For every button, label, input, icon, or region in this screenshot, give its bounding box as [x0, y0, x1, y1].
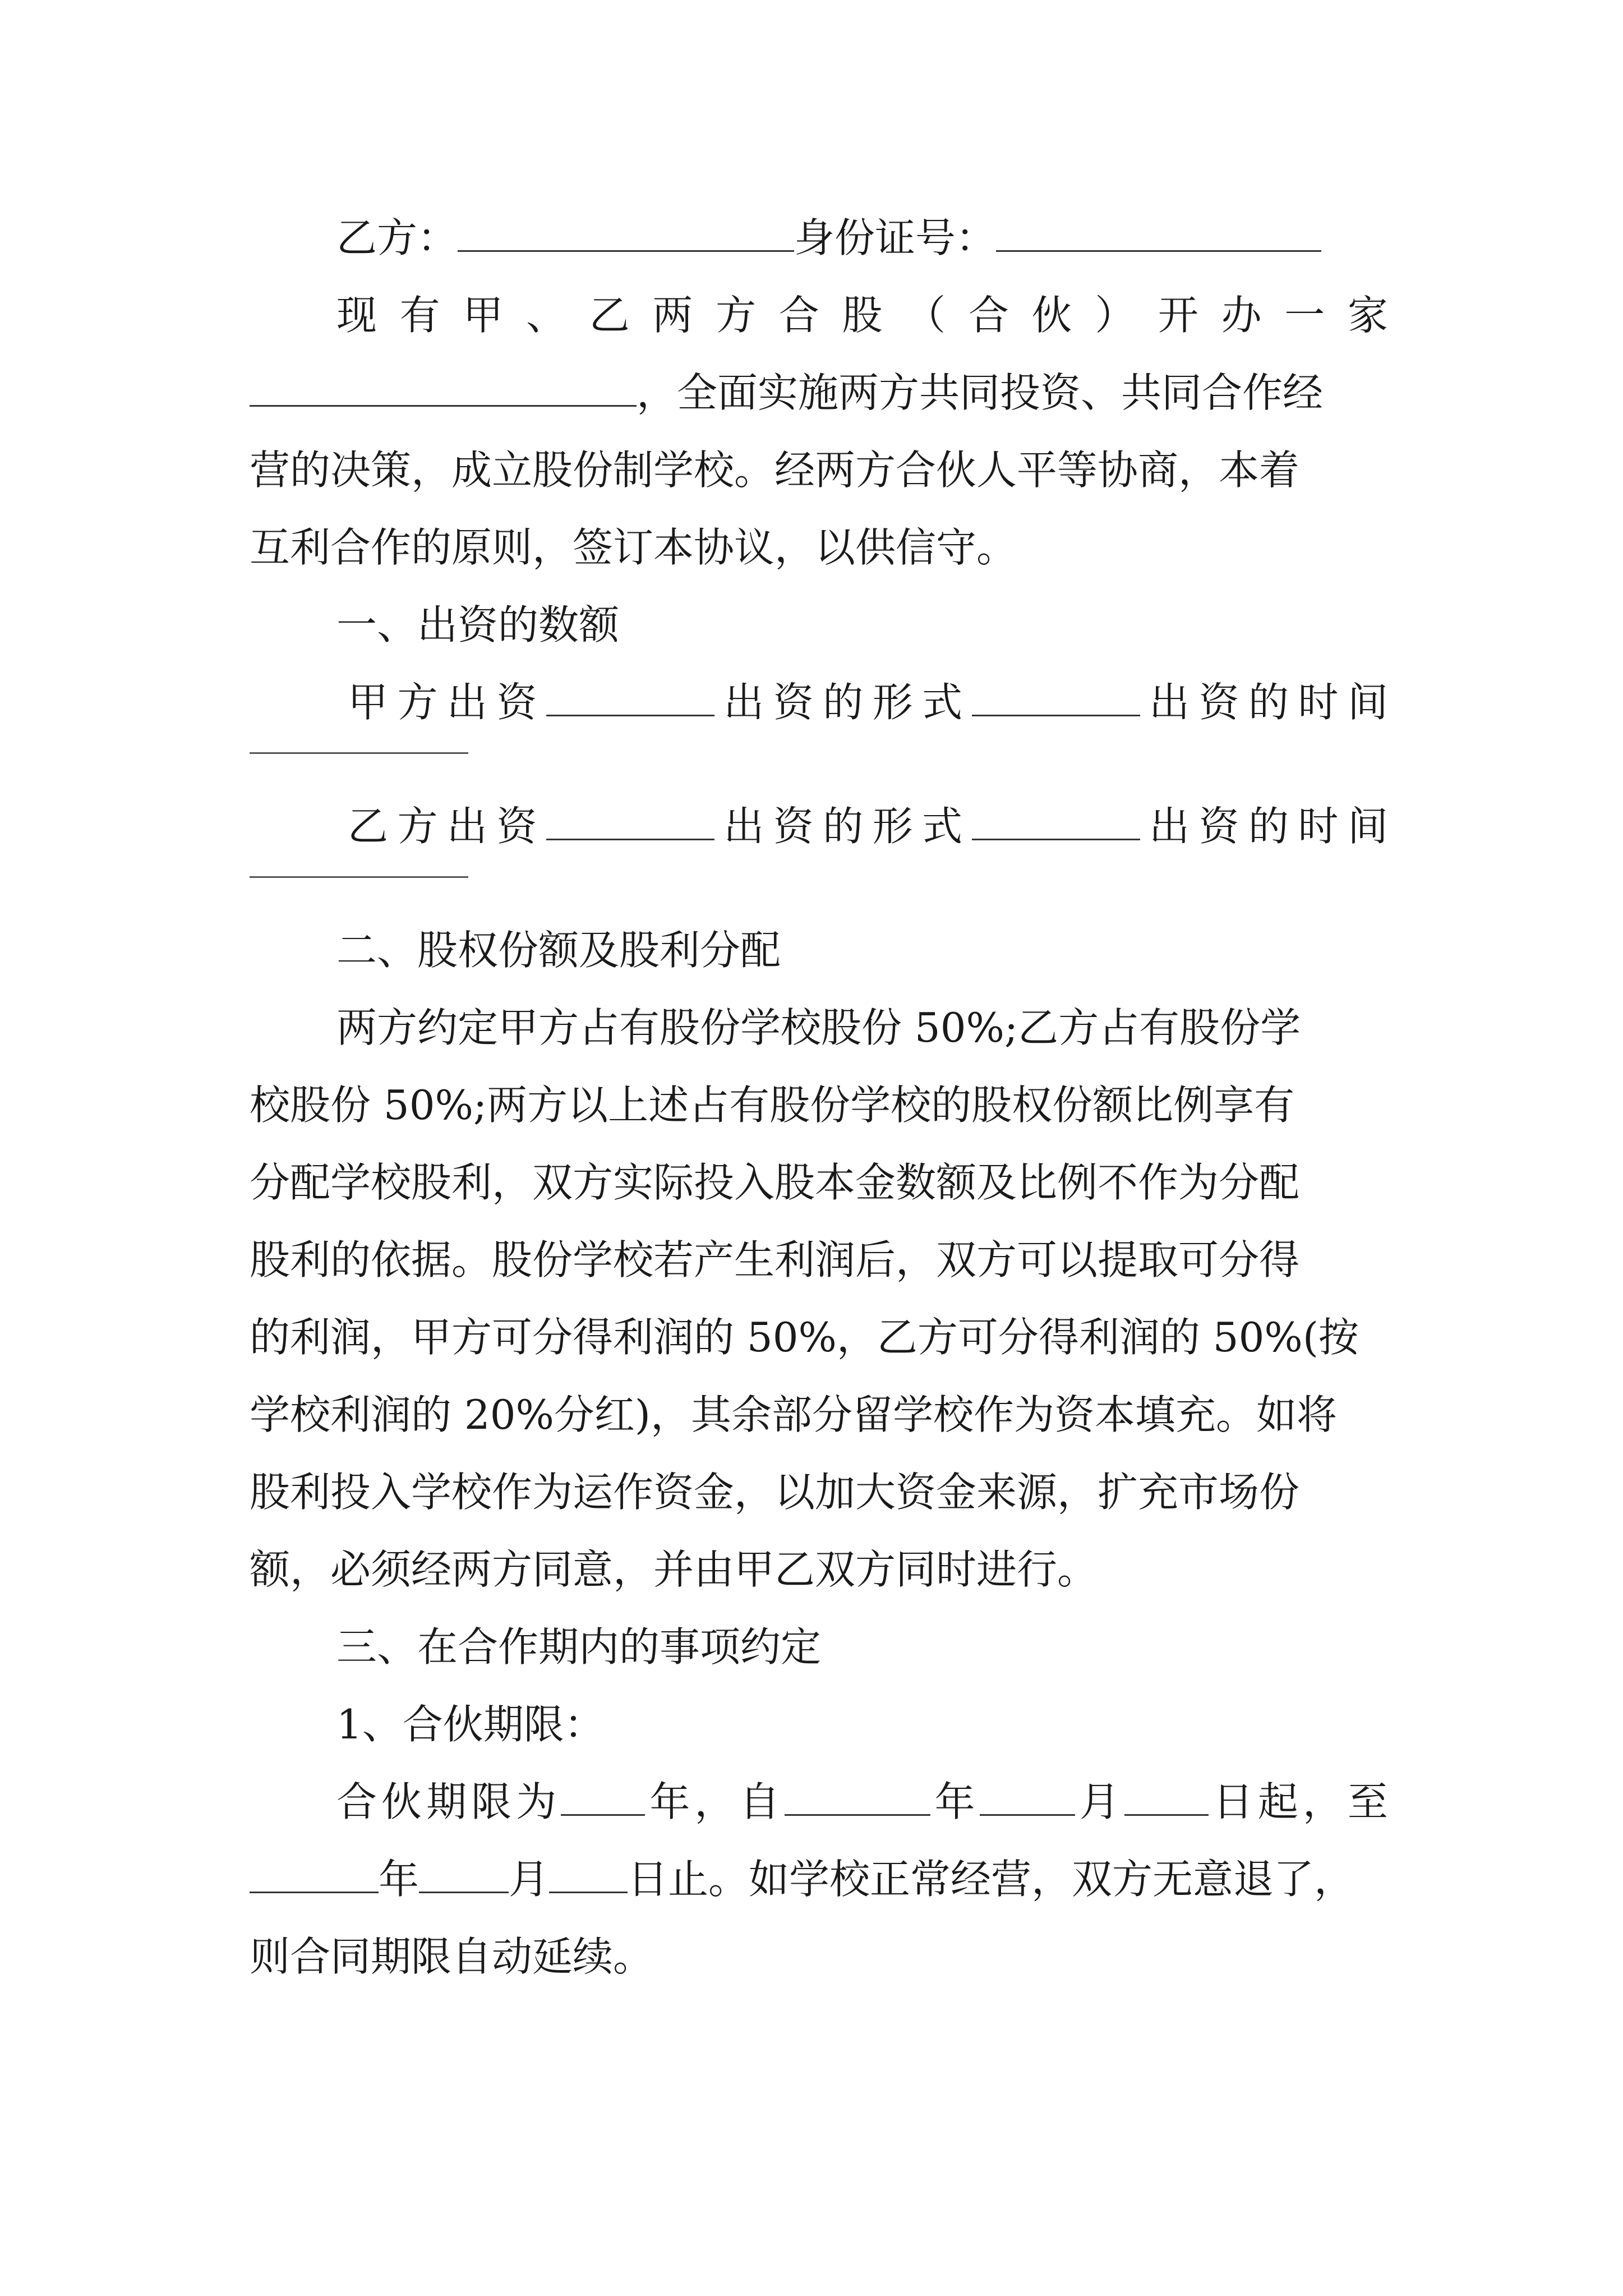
- intro-line-2-text: ，全面实施两方共同投资、共同合作经: [637, 369, 1324, 416]
- party-a-amount-blank[interactable]: [546, 678, 714, 716]
- party-b-time-label: 出资的时间: [1140, 803, 1388, 850]
- party-b-form-blank[interactable]: [972, 802, 1140, 840]
- school-name-blank[interactable]: [250, 369, 637, 407]
- party-a-time-label: 出资的时间: [1140, 679, 1388, 726]
- party-b-invest-label: 乙方出资: [348, 803, 546, 850]
- term-years-blank[interactable]: [561, 1778, 645, 1816]
- section2-line-1: 两方约定甲方占有股份学校股份 50%;乙方占有股份学: [336, 1004, 1301, 1051]
- party-a-invest-line: [250, 664, 1388, 741]
- party-b-label: 乙方：: [336, 214, 458, 261]
- intro-line-1: 现有甲、乙两方合股（合伙）开办一家: [336, 292, 1388, 339]
- start-year-label: 年: [930, 1778, 980, 1825]
- term-prefix: 合伙期限为: [336, 1778, 561, 1825]
- item1-heading: 1、合伙期限：: [336, 1701, 605, 1748]
- party-b-invest-line: [250, 788, 1388, 865]
- section2-line-8: 额，必须经两方同意，并由甲乙双方同时进行。: [250, 1546, 1098, 1593]
- party-b-amount-blank[interactable]: [546, 802, 714, 840]
- end-day-label: 日止。如学校正常经营，双方无意退了，: [628, 1856, 1355, 1903]
- end-year-label: 年: [379, 1856, 419, 1903]
- intro-line-3: 营的决策，成立股份制学校。经两方合伙人平等协商，本着: [250, 447, 1300, 494]
- party-b-form-label: 出资的形式: [714, 803, 972, 850]
- last-line: 则合同期限自动延续。: [250, 1933, 654, 1980]
- term-line-2: [250, 1841, 1388, 1918]
- section2-line-2: 校股份 50%;两方以上述占有股份学校的股权份额比例享有: [250, 1082, 1295, 1129]
- intro-line-2: [250, 354, 1388, 431]
- party-a-form-label: 出资的形式: [714, 679, 972, 726]
- section2-heading: 二、股权份额及股利分配: [336, 927, 781, 974]
- term-line-1: [250, 1763, 1388, 1841]
- id-label: 身份证号：: [794, 214, 997, 261]
- party-a-time-blank[interactable]: [250, 741, 468, 754]
- start-year-blank[interactable]: [785, 1778, 930, 1816]
- end-month-label: 月: [509, 1856, 550, 1903]
- year-label: 年: [645, 1778, 695, 1825]
- end-year-blank[interactable]: [250, 1855, 379, 1893]
- party-b-line: [250, 199, 1388, 277]
- end-month-blank[interactable]: [419, 1855, 509, 1893]
- party-b-time-blank[interactable]: [250, 865, 468, 878]
- party-a-invest-label: 甲方出资: [348, 679, 546, 726]
- from-label: ，自: [694, 1778, 785, 1825]
- id-number-blank[interactable]: [996, 214, 1321, 252]
- section2-line-7: 股利投入学校作为运作资金，以加大资金来源，扩充市场份: [250, 1469, 1300, 1516]
- start-day-label: 日起，至: [1208, 1778, 1388, 1825]
- section2-line-4: 股利的依据。股份学校若产生利润后，双方可以提取可分得: [250, 1236, 1300, 1283]
- end-day-blank[interactable]: [549, 1855, 628, 1893]
- party-b-name-blank[interactable]: [458, 214, 794, 252]
- start-month-blank[interactable]: [980, 1778, 1075, 1816]
- start-day-blank[interactable]: [1124, 1778, 1209, 1816]
- party-a-form-blank[interactable]: [972, 678, 1140, 716]
- section1-heading: 一、出资的数额: [336, 601, 620, 648]
- section2-line-5: 的利润，甲方可分得利润的 50%，乙方可分得利润的 50%(按: [250, 1314, 1359, 1361]
- intro-line-4: 互利合作的原则，签订本协议，以供信守。: [250, 524, 1017, 571]
- document-body: [250, 199, 1388, 1995]
- section2-line-3: 分配学校股利，双方实际投入股本金数额及比例不作为分配: [250, 1159, 1300, 1206]
- section3-heading: 三、在合作期内的事项约定: [336, 1623, 822, 1671]
- section2-line-6: 学校利润的 20%分红)，其余部分留学校作为资本填充。如将: [250, 1391, 1338, 1438]
- start-month-label: 月: [1075, 1778, 1124, 1825]
